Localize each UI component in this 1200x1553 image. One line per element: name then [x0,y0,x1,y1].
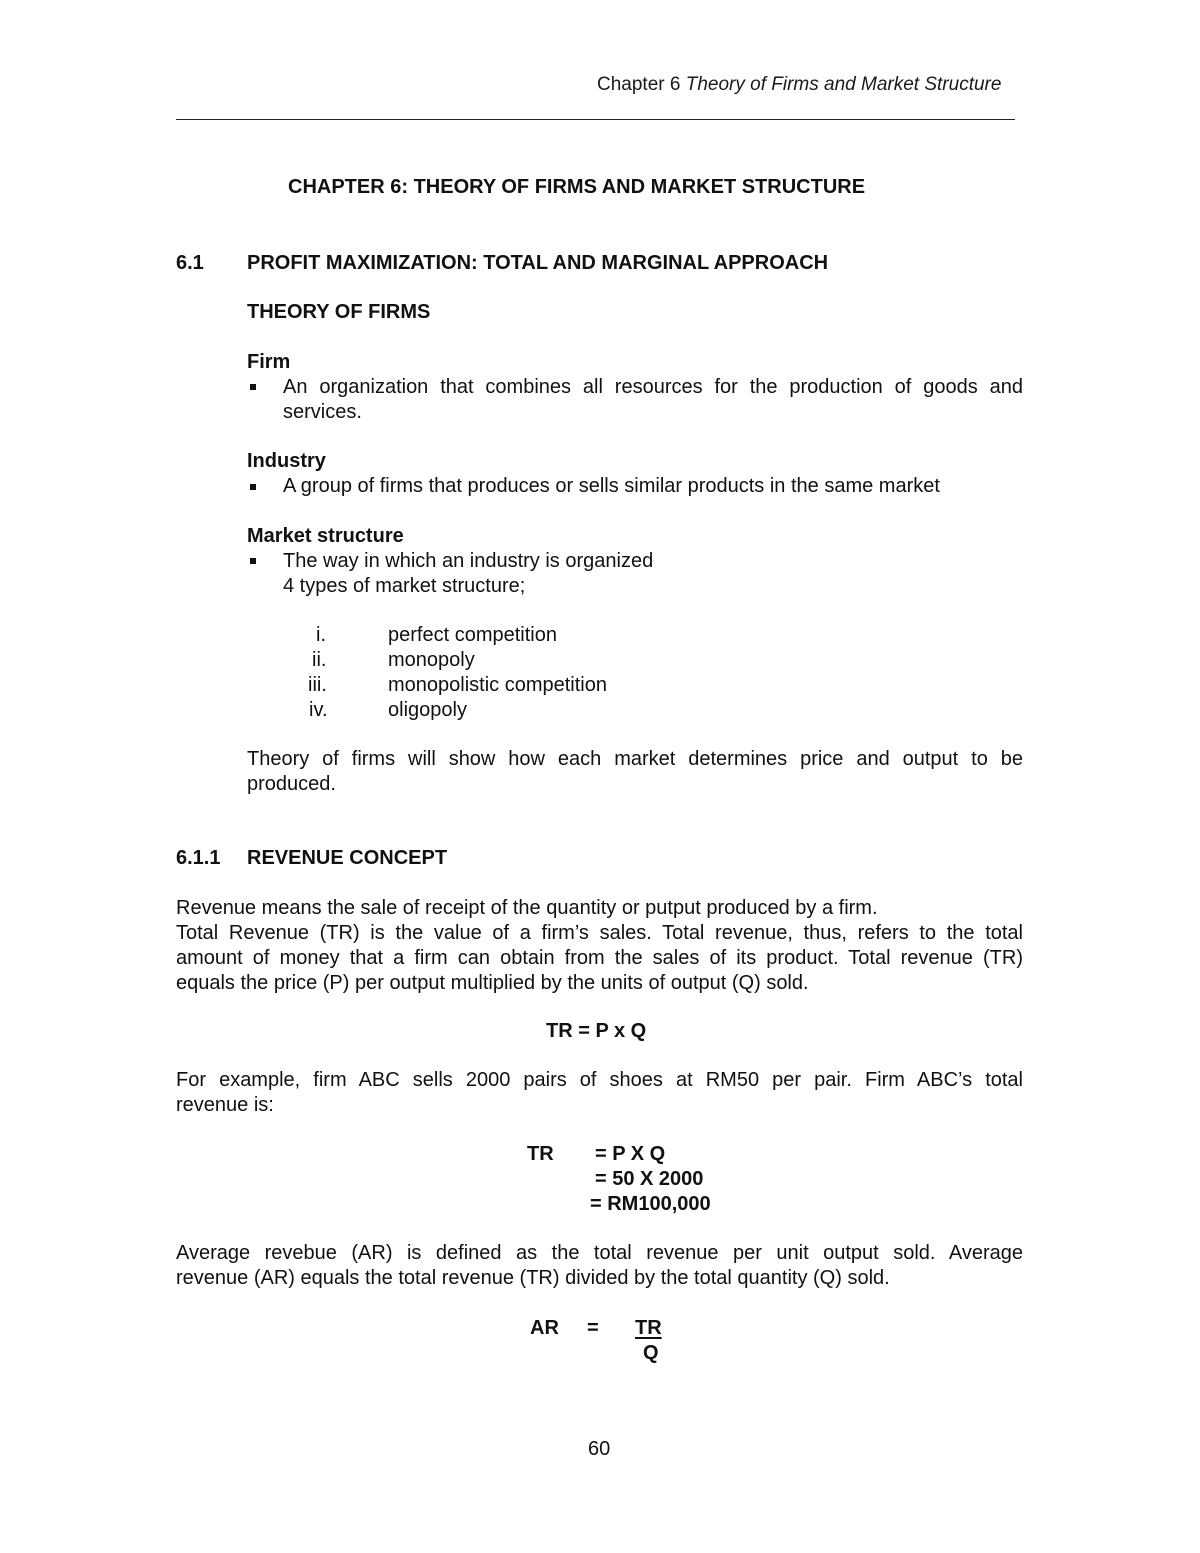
revenue-paragraph-line4: equals the price (P) per output multiplied by the units of output (Q) sold. [176,972,809,994]
revenue-paragraph-line3: amount of money that a firm can obtain from the sales of its product. Total revenue (TR) [176,947,1023,969]
market-type-label: monopoly [388,649,475,671]
example-line1: For example, firm ABC sells 2000 pairs of shoes at RM50 per pair. Firm ABC’s total [176,1069,1023,1091]
firm-definition-line2: services. [283,401,362,423]
theory-summary-line1: Theory of firms will show how each market determines price and output to be [247,748,1023,770]
market-type-number: iv. [309,699,328,721]
calc-line2: = 50 X 2000 [595,1168,704,1190]
section-6-1-1-number: 6.1.1 [176,847,221,869]
section-6-1-title: PROFIT MAXIMIZATION: TOTAL AND MARGINAL APPROACH [247,252,829,274]
industry-definition: A group of firms that produces or sells similar products in the same market [283,475,940,497]
ar-formula-numerator: TR [635,1317,662,1339]
section-6-1-number: 6.1 [176,252,204,274]
running-header [597,74,1001,96]
ar-formula-left: AR [530,1317,559,1339]
theory-of-firms-subheading: THEORY OF FIRMS [247,301,431,323]
header-rule [176,119,1015,120]
header-title: Theory of Firms and Market Structure [685,74,1002,95]
calc-line1: = P X Q [595,1143,666,1165]
example-line2: revenue is: [176,1094,274,1116]
market-type-label: monopolistic competition [388,674,607,696]
firm-term: Firm [247,351,291,373]
ar-formula-denominator: Q [643,1342,659,1364]
ar-formula-equals: = [587,1317,599,1339]
page-number: 60 [588,1438,611,1460]
header-chapter: Chapter 6 [597,74,681,95]
theory-summary-line2: produced. [247,773,336,795]
revenue-paragraph-line2: Total Revenue (TR) is the value of a firm’s sales. Total revenue, thus, refers to the total [176,922,1023,944]
market-structure-definition: The way in which an industry is organized [283,550,654,572]
firm-definition-line1: An organization that combines all resources for the production of goods and [283,376,1023,398]
calc-label: TR [527,1143,554,1165]
chapter-title: CHAPTER 6: THEORY OF FIRMS AND MARKET STRUCTURE [288,176,866,198]
bullet-icon [250,384,256,390]
revenue-paragraph-line1: Revenue means the sale of receipt of the quantity or putput produced by a firm. [176,897,878,919]
ar-paragraph-line2: revenue (AR) equals the total revenue (TR) divided by the total quantity (Q) sold. [176,1267,890,1289]
market-types-intro: 4 types of market structure; [283,575,526,597]
section-6-1-1-title: REVENUE CONCEPT [247,847,448,869]
bullet-icon [250,484,256,490]
calc-line3: = RM100,000 [590,1193,711,1215]
ar-paragraph-line1: Average revebue (AR) is defined as the total revenue per unit output sold. Average [176,1242,1023,1264]
market-type-number: iii. [308,674,327,696]
bullet-icon [250,558,256,564]
market-type-number: ii. [312,649,327,671]
market-type-number: i. [316,624,326,646]
industry-term: Industry [247,450,326,472]
market-type-label: oligopoly [388,699,467,721]
market-structure-term: Market structure [247,525,404,547]
market-type-label: perfect competition [388,624,557,646]
tr-formula: TR = P x Q [546,1020,647,1042]
